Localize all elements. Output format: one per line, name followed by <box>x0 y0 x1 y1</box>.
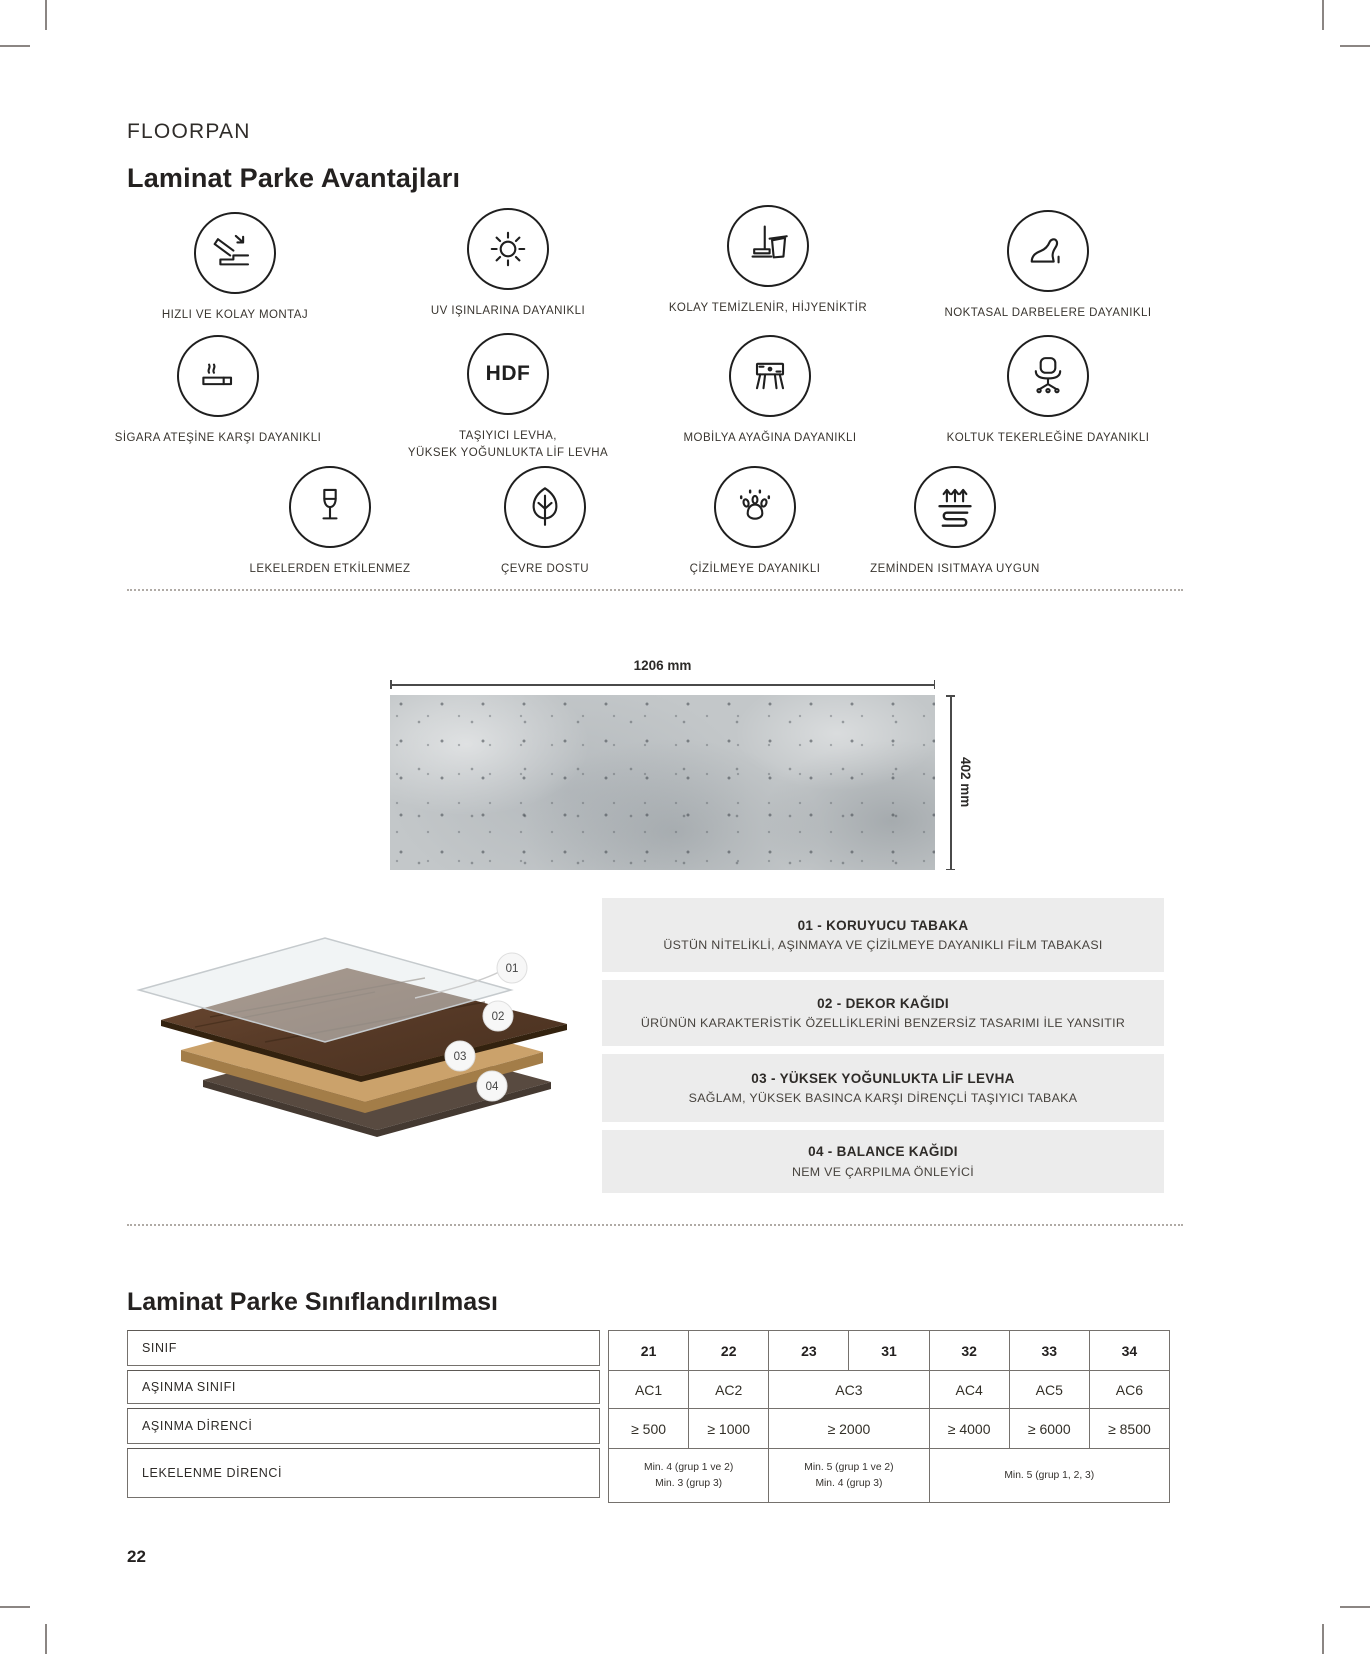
layer-block-03 <box>602 1054 1164 1122</box>
uv-sun-icon <box>467 208 549 290</box>
advantage-label: ÇEVRE DOSTU <box>500 563 590 575</box>
layer-badge-04: 04 <box>485 1081 499 1093</box>
advantage-label: ZEMİNDEN ISITMAYA UYGUN <box>870 563 1040 575</box>
high-heel-icon <box>1007 210 1089 292</box>
cell: AC4 <box>929 1371 1009 1409</box>
furniture-icon <box>729 335 811 417</box>
cell: ≥ 500 <box>609 1409 689 1449</box>
layer-descriptions <box>602 898 1164 1193</box>
layer-block-04 <box>602 1130 1164 1193</box>
advantage-label: KOLTUK TEKERLEĞİNE DAYANIKLI <box>946 432 1150 444</box>
crop-mark <box>0 1606 30 1608</box>
row-label-lekelenme: LEKELENME DİRENCİ <box>127 1448 600 1498</box>
advantage-label: UV IŞINLARINA DAYANIKLI <box>430 305 586 317</box>
cell: Min. 5 (grup 1, 2, 3) <box>929 1449 1169 1503</box>
advantage-label: SİGARA ATEŞİNE KARŞI DAYANIKLI <box>114 432 322 444</box>
laminate-board-photo <box>390 695 935 870</box>
advantage-label: HIZLI VE KOLAY MONTAJ <box>161 309 309 321</box>
classification-values <box>608 1330 1170 1503</box>
advantage-item <box>898 335 1198 447</box>
page-title: Laminat Parke Avantajları <box>127 163 461 193</box>
cell: 22 <box>689 1331 769 1371</box>
page-number: 22 <box>127 1547 146 1566</box>
crop-mark <box>1322 0 1324 30</box>
layer-badge-02: 02 <box>491 1011 505 1023</box>
layer-desc: ÜSTÜN NİTELİKLİ, AŞINMAYA VE ÇİZİLMEYE DAYANIKLI FİLM TABAKASI <box>663 938 1103 953</box>
hdf-text: HDF <box>485 362 531 385</box>
dimension-tick <box>934 680 936 689</box>
cell: 23 <box>769 1331 849 1371</box>
advantage-item <box>618 205 918 317</box>
floor-heating-icon <box>914 466 996 548</box>
table-row-sinif <box>609 1331 1170 1371</box>
layer-title: 04 - BALANCE KAĞIDI <box>808 1144 958 1159</box>
mop-bucket-icon <box>727 205 809 287</box>
layer-title: 02 - DEKOR KAĞIDI <box>817 995 949 1011</box>
layer-desc: NEM VE ÇARPILMA ÖNLEYİCİ <box>791 1164 975 1179</box>
crop-mark <box>45 1624 47 1654</box>
dimension-tick <box>390 680 392 689</box>
section-title: Laminat Parke Sınıflandırılması <box>127 1288 498 1316</box>
cell: AC1 <box>609 1371 689 1409</box>
advantage-label: LEKELERDEN ETKİLENMEZ <box>249 563 411 575</box>
crop-mark <box>45 0 47 30</box>
separator-dotted <box>127 589 1183 591</box>
board-width-dimension: 1206 mm <box>633 658 692 673</box>
advantage-label: MOBİLYA AYAĞINA DAYANIKLI <box>683 432 857 444</box>
row-label-asinma-sinifi: AŞINMA SINIFI <box>127 1370 600 1404</box>
layer-desc: ÜRÜNÜN KARAKTERİSTİK ÖZELLİKLERİNİ BENZERSİZ TASARIMI İLE YANSITIR <box>640 1016 1126 1031</box>
advantage-item <box>358 208 658 320</box>
advantage-label: NOKTASAL DARBELERE DAYANIKLI <box>944 307 1152 319</box>
paw-icon <box>714 466 796 548</box>
leaf-icon <box>504 466 586 548</box>
dimension-line-vertical <box>950 695 952 870</box>
table-row-asinma-direnci <box>609 1409 1170 1449</box>
cell: ≥ 2000 <box>769 1409 929 1449</box>
cell: Min. 4 (grup 1 ve 2) Min. 3 (grup 3) <box>609 1449 769 1503</box>
advantage-label: TAŞIYICI LEVHA, YÜKSEK YOĞUNLUKTA LİF LEVHA <box>407 430 609 460</box>
advantage-item <box>898 210 1198 322</box>
cell: AC2 <box>689 1371 769 1409</box>
cell: 34 <box>1089 1331 1169 1371</box>
advantage-item <box>358 333 658 463</box>
office-chair-icon <box>1007 335 1089 417</box>
advantage-item <box>68 335 368 447</box>
cigarette-icon <box>177 335 259 417</box>
plank-install-icon <box>194 212 276 294</box>
separator-dotted <box>127 1224 1183 1226</box>
layer-badge-03: 03 <box>453 1051 467 1063</box>
layer-desc: SAĞLAM, YÜKSEK BASINCA KARŞI DİRENÇLİ TAŞIYICI TABAKA <box>688 1091 1078 1106</box>
board-height-dimension: 402 mm <box>958 757 973 808</box>
crop-mark <box>1322 1624 1324 1654</box>
cell: AC5 <box>1009 1371 1089 1409</box>
cell: 21 <box>609 1331 689 1371</box>
cell: Min. 5 (grup 1 ve 2) Min. 4 (grup 3) <box>769 1449 929 1503</box>
advantage-item <box>620 335 920 447</box>
cell: ≥ 4000 <box>929 1409 1009 1449</box>
cell: 33 <box>1009 1331 1089 1371</box>
brand-name: FLOORPAN <box>127 120 251 143</box>
advantage-item <box>805 466 1105 578</box>
cell: ≥ 6000 <box>1009 1409 1089 1449</box>
row-label-sinif: SINIF <box>127 1330 600 1366</box>
row-label-asinma-direnci: AŞINMA DİRENCİ <box>127 1408 600 1444</box>
cell: ≥ 8500 <box>1089 1409 1169 1449</box>
cell: AC3 <box>769 1371 929 1409</box>
advantage-label: KOLAY TEMİZLENİR, HİJYENİKTİR <box>668 302 868 314</box>
advantage-label: ÇİZİLMEYE DAYANIKLI <box>689 563 821 575</box>
cell: ≥ 1000 <box>689 1409 769 1449</box>
dimension-line-horizontal <box>390 684 935 686</box>
layer-title: 03 - YÜKSEK YOĞUNLUKTA LİF LEVHA <box>751 1070 1015 1086</box>
dimension-tick <box>946 695 955 697</box>
dimension-tick <box>946 869 955 871</box>
layer-title: 01 - KORUYUCU TABAKA <box>797 917 969 933</box>
cell: 31 <box>849 1331 929 1371</box>
crop-mark <box>1340 1606 1370 1608</box>
crop-mark <box>1340 45 1370 47</box>
layer-badge-01: 01 <box>505 963 519 975</box>
layer-structure-diagram <box>115 912 600 1182</box>
cell: 32 <box>929 1331 1009 1371</box>
cell: AC6 <box>1089 1371 1169 1409</box>
classification-table <box>127 1330 1170 1502</box>
advantage-item <box>85 212 385 324</box>
table-row-lekelenme <box>609 1449 1170 1503</box>
hdf-badge-icon <box>467 333 549 415</box>
table-row-asinma-sinifi <box>609 1371 1170 1409</box>
layer-block-01 <box>602 898 1164 972</box>
layer-block-02 <box>602 980 1164 1046</box>
crop-mark <box>0 45 30 47</box>
wine-glass-icon <box>289 466 371 548</box>
